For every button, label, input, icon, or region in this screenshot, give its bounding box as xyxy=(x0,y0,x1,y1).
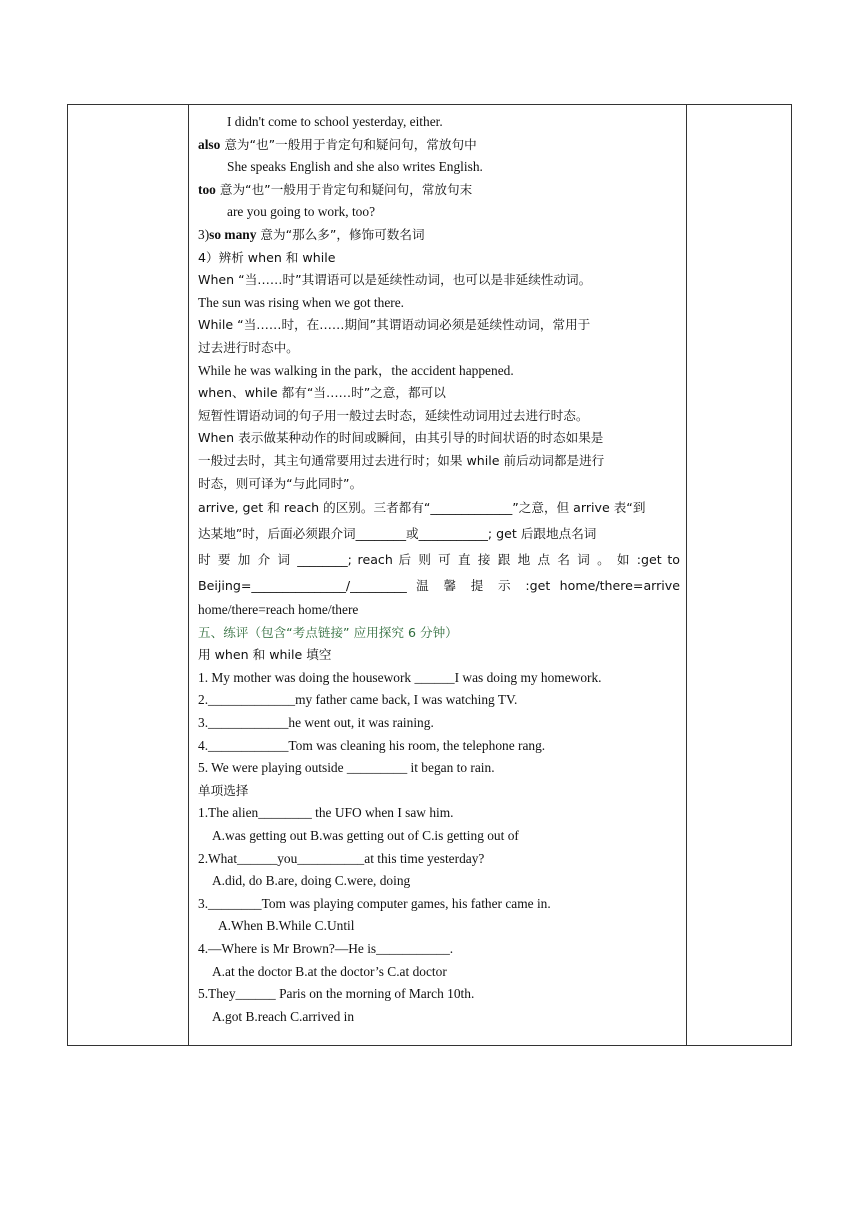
choice-question-5: 5.They______ Paris on the morning of March 10th. xyxy=(198,986,475,1002)
fill-question-3: 3.____________he went out, it was raining. xyxy=(198,715,434,731)
too-rule xyxy=(198,179,680,202)
fill-question-5: 5. We were playing outside _________ it began to rain. xyxy=(198,760,495,776)
arrive-rule-cont: 达某地”时，后面必须跟介词________或___________; get 后跟地点名词 xyxy=(198,526,597,542)
get-example: Beijing=_______________/_________ 温 馨 提 示 :get home/there=arrive xyxy=(198,578,680,594)
when-rule: When “当……时”其谓语可以是延续性动词，也可以是非延续性动词。 xyxy=(198,272,592,288)
example-also: She speaks English and she also writes English. xyxy=(227,159,483,175)
so-many-explanation: 意为“那么多”，修饰可数名词 xyxy=(256,226,425,242)
choice-heading: 单项选择 xyxy=(198,782,249,798)
fill-in-heading: 用 when 和 while 填空 xyxy=(198,647,332,663)
choice-options-1: A.was getting out B.was getting out of C.is getting out of xyxy=(212,828,519,844)
also-word: also xyxy=(198,136,221,152)
get-rule: 时 要 加 介 词 ________; reach 后 则 可 直 接 跟 地 点 名 词 。 如 :get to xyxy=(198,552,680,568)
column-divider-left xyxy=(188,105,189,1045)
fill-question-1: 1. My mother was doing the housework ______I was doing my homework. xyxy=(198,669,602,685)
when-tense-rule-cont: 一般过去时，其主句通常要用过去进行时；如果 while 前后动词都是进行 xyxy=(198,452,605,468)
lesson-table xyxy=(67,104,792,1046)
choice-options-2: A.did, do B.are, doing C.were, doing xyxy=(212,873,411,889)
choice-question-2: 2.What______you__________at this time yesterday? xyxy=(198,850,485,866)
example-while: While he was walking in the park，the accident happened. xyxy=(198,362,514,378)
so-many-number: 3) xyxy=(198,226,210,242)
choice-options-4: A.at the doctor B.at the doctor’s C.at doctor xyxy=(212,963,447,979)
also-explanation: 意为“也”一般用于肯定句和疑问句，常放句中 xyxy=(220,136,477,152)
example-too: are you going to work, too? xyxy=(227,204,376,220)
while-rule-cont: 过去进行时态中。 xyxy=(198,339,299,355)
arrive-get-reach-rule: arrive, get 和 reach 的区别。三者都有“_____________”之意，但 arrive 表“到 xyxy=(198,500,646,516)
when-while-common: when、while 都有“当……时”之意，都可以 xyxy=(198,385,446,401)
so-many-word: so many xyxy=(209,226,257,242)
when-tense-rule-end: 时态，则可译为“与此同时”。 xyxy=(198,475,363,491)
example-when: The sun was rising when we got there. xyxy=(198,294,405,310)
section-five-heading: 五、练评（包含“考点链接” 应用探究 6 分钟） xyxy=(198,624,458,640)
when-while-heading: 4）辨析 when 和 while xyxy=(198,249,336,265)
column-divider-right xyxy=(686,105,687,1045)
also-rule xyxy=(198,134,680,157)
choice-options-3: A.When B.While C.Until xyxy=(218,918,355,934)
content-cell xyxy=(198,111,680,1028)
choice-question-3: 3.________Tom was playing computer games, his father came in. xyxy=(198,895,551,911)
too-explanation: 意为“也”一般用于肯定句和疑问句，常放句末 xyxy=(215,181,473,197)
when-tense-rule: When 表示做某种动作的时间或瞬间，由其引导的时间状语的时态如果是 xyxy=(198,430,604,446)
choice-question-1: 1.The alien________ the UFO when I saw him. xyxy=(198,805,454,821)
tense-rule: 短暂性谓语动词的句子用一般过去时态，延续性动词用过去进行时态。 xyxy=(198,407,589,423)
fill-question-2: 2._____________my father came back, I was watching TV. xyxy=(198,692,518,708)
choice-options-5: A.got B.reach C.arrived in xyxy=(212,1008,355,1024)
fill-question-4: 4.____________Tom was cleaning his room, the telephone rang. xyxy=(198,737,546,753)
example-either: I didn't come to school yesterday, either. xyxy=(227,114,443,129)
too-word: too xyxy=(198,181,216,197)
home-there-note: home/there=reach home/there xyxy=(198,602,359,618)
choice-question-4: 4.—Where is Mr Brown?—He is___________. xyxy=(198,941,454,956)
so-many-rule xyxy=(198,224,680,247)
while-rule: While “当……时，在……期间”其谓语动词必须是延续性动词，常用于 xyxy=(198,317,591,333)
